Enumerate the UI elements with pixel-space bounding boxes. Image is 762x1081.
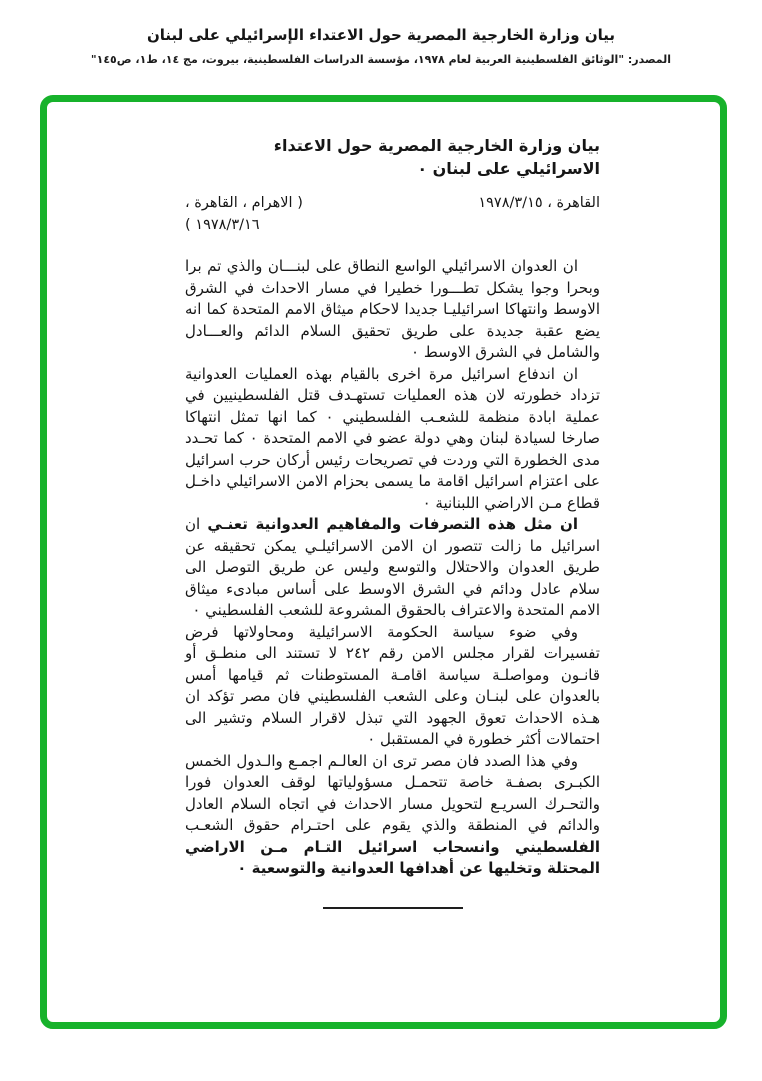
- document-green-frame: [40, 95, 727, 1029]
- page-header-title: بيان وزارة الخارجية المصرية حول الاعتداء الإسرائيلي على لبنان: [146, 26, 616, 44]
- dateline: [185, 193, 600, 236]
- paragraph-2: [185, 364, 600, 515]
- dateline-place-date: القاهرة ، ١٩٧٨/٣/١٥: [478, 195, 600, 211]
- paragraph-2-text: ان اندفاع اسرائيل مرة اخرى بالقيام بهذه العمليات العدوانية تزداد خطورته لان هذه العمليات تستهـدف قتل الفلسطينيين في عملية ابادة منظمة للشعـب الفلسطيني ٠ كما انها تمثل انتهاكا صارخا لسيادة لبنان وهي دولة عضو في الامم المتحدة ٠ كما تحـدد مدى الخطورة التي وردت في تصريحات رئيس أركان حرب اسرائيل على اعتزام اسرائيل اقامة ما يسمى بحزام الامن الاسرائيلي داخـل قطاع مـن الاراضي اللبنانية ٠: [185, 364, 600, 512]
- paragraph-3-bold-lead: ان مثل هذه التصرفات والمفاهيم العدوانية تعنـي: [207, 515, 578, 533]
- paragraph-5: [185, 751, 600, 880]
- paragraph-5-text: وفي هذا الصدد فان مصر ترى ان العالـم اجمـع والـدول الخمس الكبـرى بصفـة خاصة تتحمـل مسؤولياتها لوقف العدوان فورا والتحـرك السريـع لتحويل مسار الاحداث في اتجاه السلام العادل والدائم في المنطقة والذي يقوم على احتـرام حقوق الشعـب: [185, 751, 600, 834]
- paragraph-5-bold-tail: الفلسطيني وانسحاب اسرائيل التـام مـن الاراضي المحتلة وتخليها عن أهدافها العدوانية والتوسعية ٠: [185, 837, 600, 877]
- paragraph-3-text: ان اسرائيل ما زالت تتصور ان الامن الاسرائيلـي يمكن تحقيقه عن طريق العدوان والاحتلال والتوسع وليس عن طريق التوصل الى سلام عادل ودائم في الشرق الاوسط على أساس مبادىء ميثاق الامم المتحدة والاعتراف بالحقوق المشروعة للشعب الفلسطيني ٠: [185, 515, 600, 619]
- paragraph-1-text: ان العدوان الاسرائيلي الواسع النطاق على لبنـــان والذي تم برا وبحرا وجوا يشكل تطـــورا خطيرا في مسار الاحداث في الشرق الاوسط وانتهاكا اسرائيليـا جديدا لاحكام ميثاق الامم المتحدة كما انه يضع عقبة جديدة على طريق تحقيق السلام الدائم والعـــادل والشامل في الشرق الاوسط ٠: [185, 257, 600, 361]
- end-divider-rule: [323, 907, 463, 909]
- paragraph-3: [185, 514, 600, 622]
- dateline-source-reference: ( الاهرام ، القاهرة ، ١٩٧٨/٣/١٦ ): [185, 195, 303, 233]
- page-header-source-citation: المصدر: "الوثائق الفلسطينية العربية لعام ١٩٧٨، مؤسسة الدراسات الفلسطينية، بيروت، مج ١٤، ط١، ص١٤٥": [90, 53, 672, 66]
- paragraph-4: [185, 622, 600, 751]
- paragraph-1: [185, 256, 600, 364]
- paragraph-4-text: وفي ضوء سياسة الحكومة الاسرائيلية ومحاولاتها فرض تفسيرات لقرار مجلس الامن رقم ٢٤٢ لا تستند الى منطـق أو قانـون ومواصلـة سياسة اقامـة المستوطنات ثم قيامها أمس بالعدوان على لبنـان وعلى الشعب الفلسطيني فان مصر تؤكد ان هـذه الاحداث تعوق الجهود التي تبذل لاقرار السلام وتشير الى احتمالات أكثر خطورة في المستقبل ٠: [185, 622, 600, 748]
- document-body: [185, 134, 600, 909]
- document-title: بيان وزارة الخارجية المصرية حول الاعتداء الاسرائيلي على لبنان ٠: [273, 136, 600, 178]
- page-header: [0, 0, 762, 66]
